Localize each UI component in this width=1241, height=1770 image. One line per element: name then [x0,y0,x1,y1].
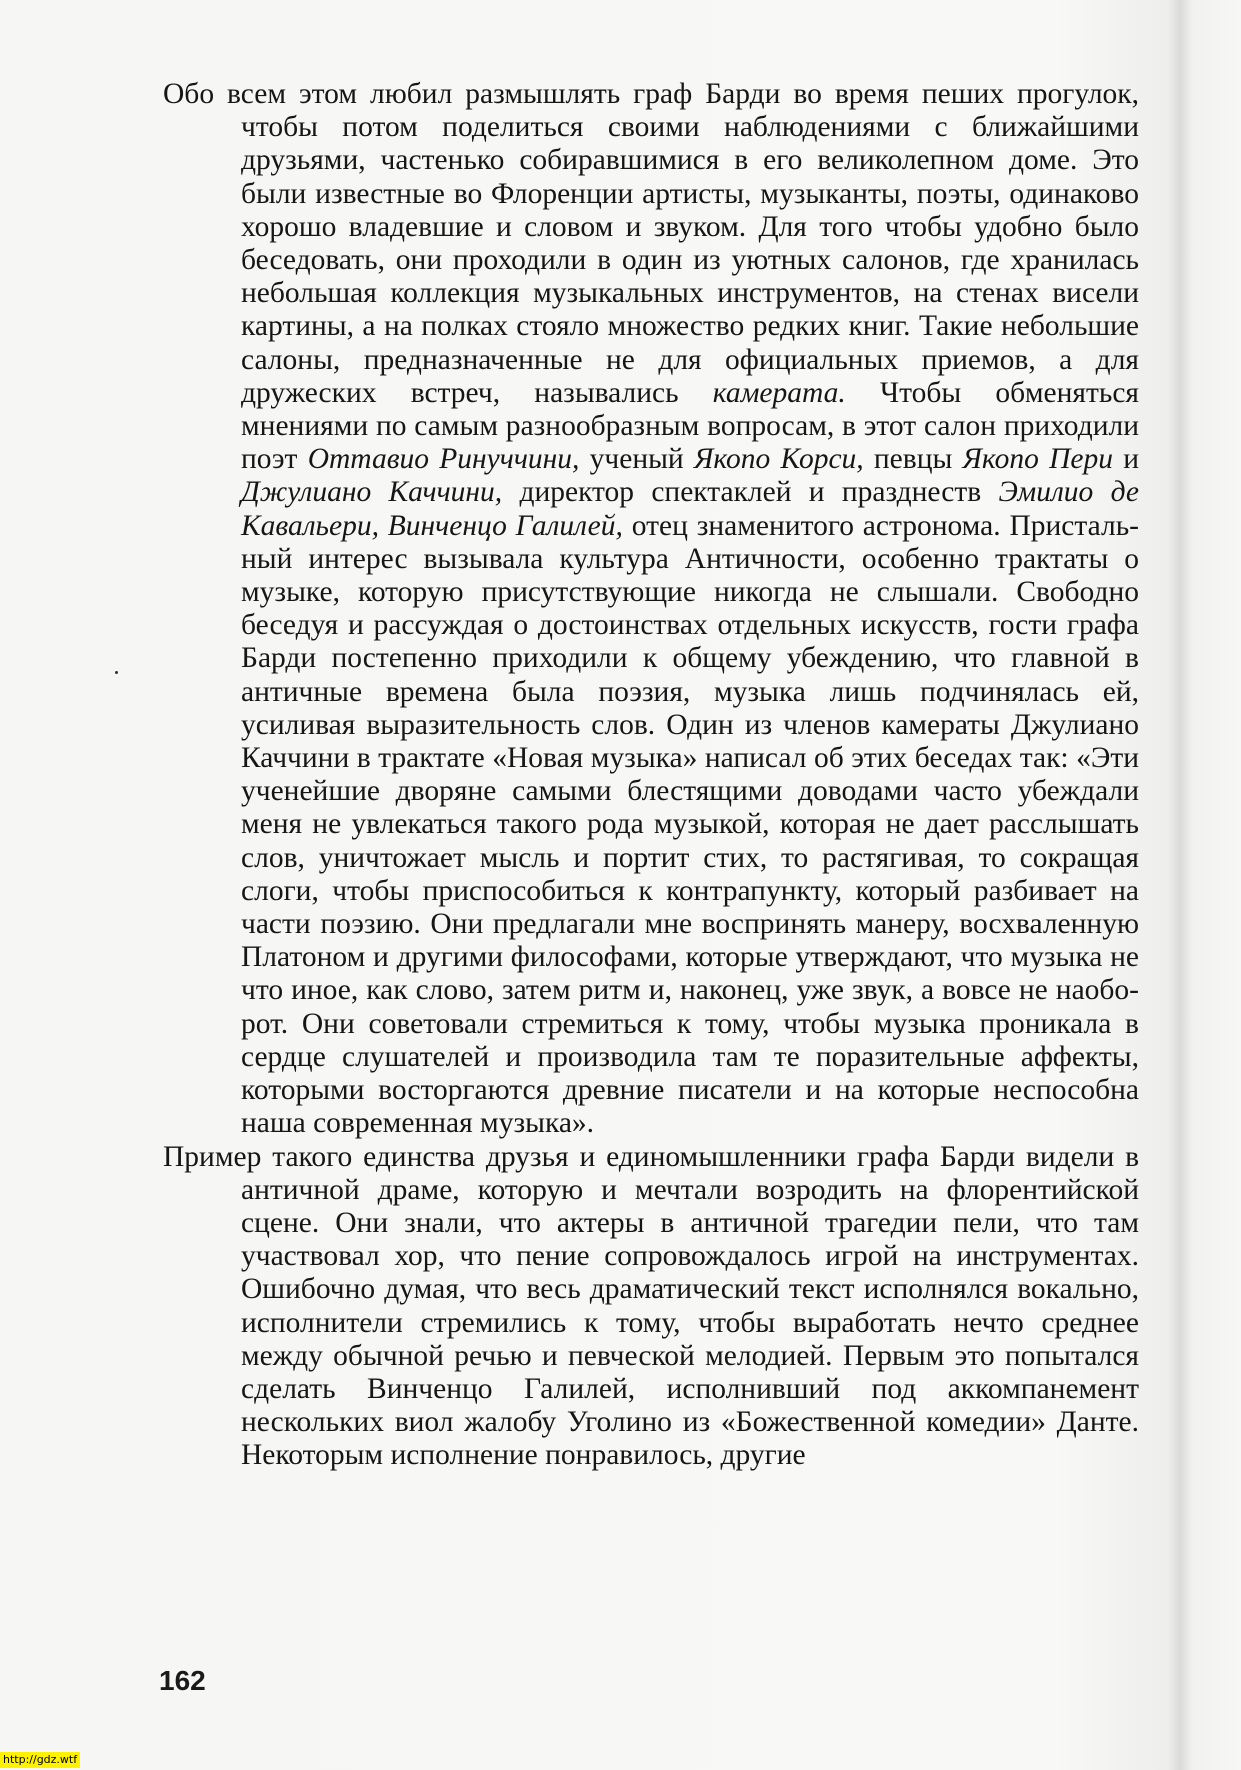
text-run: Обо всем этом любил размышлять граф Барди во время пеших прогулок, чтобы потом поделиться своими наблюдениями с ближайшими друзьями, частенько собиравшимися в его великолепном доме. Это были известные во Флоренции артисты, музыканты, поэты, одинаково хорошо владевшие и словом и звуком. Для того чтобы удобно было беседовать, они проходили в один из уютных салонов, где хранилась небольшая коллекция музыкальных инструментов, на стенах висели картины, а на полках стояло множество редких книг. Такие небольшие салоны, предназначенные не для официальных приемов, а для дружеских встреч, назывались [163,78,1139,409]
paragraph-1 [163,78,1139,1141]
italic-term: камерата. [712,376,846,409]
text-run: Чтобы обменяться мнениями по самым разнообразным вопросам, в этот салон приходили поэт [241,376,1139,476]
page-fold-shadow [1168,0,1192,1770]
page-number: 162 [159,1665,206,1696]
italic-name: Джулиано Каччини, [241,476,503,509]
text-run: Пример такого единства друзья и единомышленники графа Барди видели в античной драме, которую и мечтали возродить на флорентийской сцене. Они знали, что актеры в античной трагедии пели, что там участвовал хор, что пение сопровождалось игрой на инструментах. Ошибочно думая, что весь драматический текст исполнялся вокально, исполнители стремились к тому, чтобы выработать нечто среднее между обычной речью и певческой мелодией. Первым это попытался сделать Винченцо Галилей, исполнивший под аккомпанемент нескольких виол жалобу Уголино из «Божественной комедии» Данте. Некоторым исполнение понравилось, другие [163,1140,1139,1472]
text-run: директор спектаклей и празднеств [502,476,999,509]
body-text [163,78,1139,1473]
italic-name: Якопо Корси, [693,443,864,476]
text-run: ученый [579,443,694,476]
text-run: певцы [863,443,963,476]
italic-name: Оттавио Ринуччини, [307,443,580,476]
watermark-link[interactable]: http://gdz.wtf [0,1752,80,1768]
italic-name: Якопо Пери [962,443,1113,476]
scan-speck [115,671,118,674]
italic-name: Эмилио де Кавальери, Винченцо Галилей, [241,476,1139,542]
paragraph-2 [163,1141,1139,1473]
text-run: и [1113,443,1140,476]
text-run: отец знаменитого астронома. Пристальный интерес вызывала культура Античности, особенно трактаты о музыке, которую присутствующие никогда не слышали. Свободно беседуя и рассуждая о достоинствах отдельных искусств, гости графа Барди постепенно приходили к общему убеждению, что главной в античные времена была поэзия, музыка лишь подчинялась ей, усиливая выразительность слов. Один из членов камераты Джулиано Каччини в трактате «Новая музыка» написал об этих беседах так: «Эти ученейшие дворяне самыми блестящими доводами часто убеждали меня не увлекаться такого рода музыкой, которая не дает расслышать слов, уничтожает мысль и портит стих, то растягивая, то сокращая слоги, чтобы приспособиться к контрапункту, который разбивает на части поэзию. Они предлагали мне воспринять манеру, восхваленную Платоном и другими философами, которые утверждают, что музыка не что иное, как слово, затем ритм и, наконец, уже звук, а вовсе не наоборот. Они советовали стремиться к тому, чтобы музыка проникала в сердце слушателей и производила там те поразительные аффекты, которыми восторгаются древние писатели и на которые неспособна наша современная музыка». [241,509,1139,1140]
